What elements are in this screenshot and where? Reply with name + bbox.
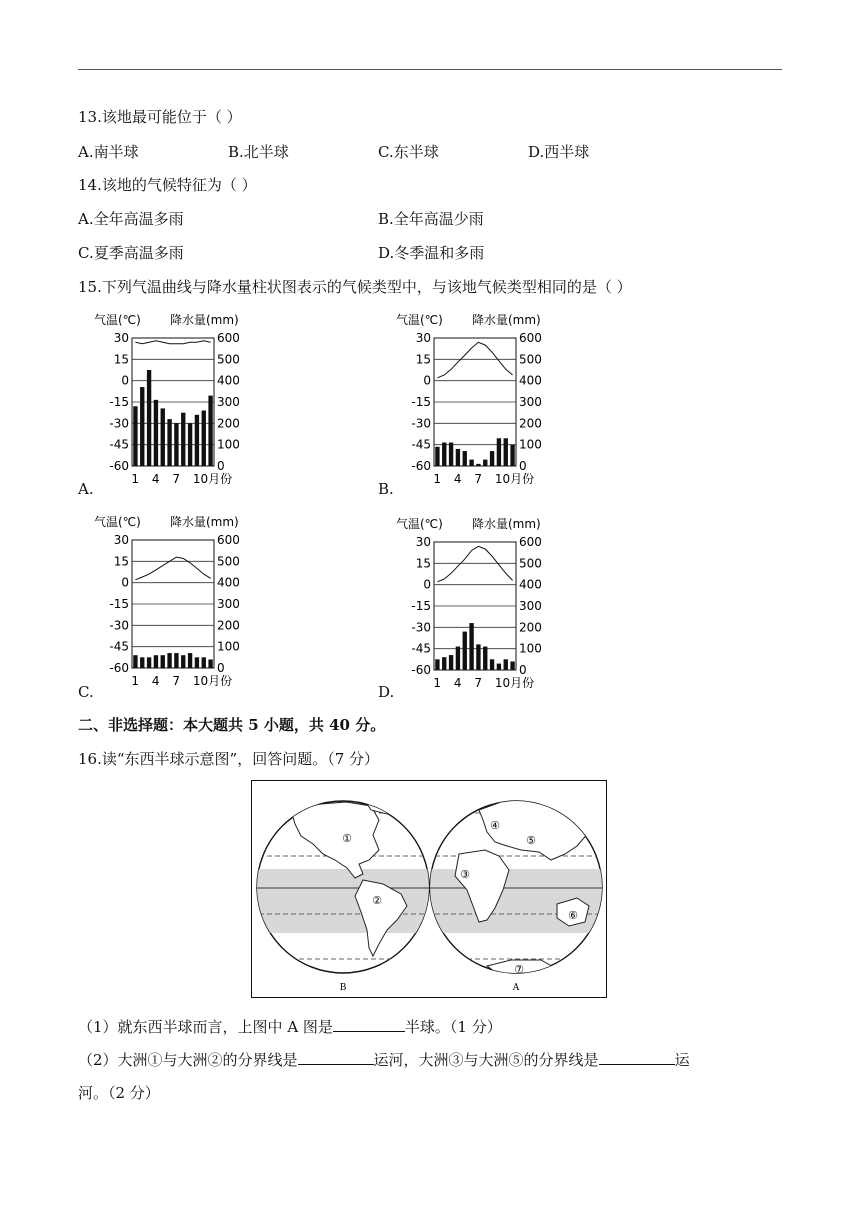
q13-option-b[interactable]: B.北半球 [228, 143, 289, 161]
precipitation-axis-title: 降水量(mm) [472, 313, 541, 327]
precipitation-bar [510, 445, 514, 466]
map-label-6: ⑥ [568, 909, 578, 922]
precipitation-bar [174, 653, 178, 668]
precipitation-bar [188, 423, 192, 466]
precipitation-bar [463, 632, 467, 670]
precipitation-tick-label: 300 [217, 597, 240, 611]
temperature-line [135, 341, 210, 344]
month-tick-label: 1 [433, 676, 442, 690]
precipitation-tick-label: 200 [519, 620, 542, 635]
precipitation-tick-label: 500 [519, 352, 542, 367]
temperature-tick-label: 30 [113, 533, 129, 547]
precipitation-tick-label: 0 [519, 459, 527, 473]
temperature-axis-title: 气温(℃) [94, 515, 141, 529]
precipitation-bar [483, 647, 487, 670]
precipitation-bar [435, 447, 439, 466]
climate-chart-a [94, 310, 254, 494]
precipitation-tick-label: 400 [519, 577, 542, 592]
temperature-tick-label: 0 [121, 575, 129, 590]
precipitation-tick-label: 200 [519, 416, 542, 431]
answer-blank-3[interactable] [599, 1050, 675, 1065]
q15-stem: 15.下列气温曲线与降水量柱状图表示的气候类型中，与该地气候类型相同的是（ ） [78, 278, 632, 296]
precipitation-tick-label: 600 [217, 533, 240, 547]
precipitation-bar [161, 408, 165, 466]
q13-option-a[interactable]: A.南半球 [78, 143, 139, 161]
precipitation-tick-label: 200 [217, 618, 240, 633]
temperature-line [437, 342, 512, 378]
temperature-tick-label: -30 [411, 620, 431, 635]
temperature-tick-label: 15 [415, 556, 431, 571]
precipitation-bar [469, 623, 473, 670]
temperature-tick-label: -30 [109, 618, 129, 633]
q13-option-c[interactable]: C.东半球 [378, 143, 439, 161]
map-label-2: ② [372, 894, 382, 907]
header-rule [78, 69, 782, 70]
temperature-tick-label: -45 [411, 641, 431, 656]
precipitation-bar [181, 655, 185, 668]
precipitation-tick-label: 400 [519, 373, 542, 388]
precipitation-bar [195, 415, 199, 466]
precipitation-bar [167, 653, 171, 668]
month-tick-label: 4 [151, 674, 160, 688]
hemisphere-label-a: A [512, 983, 520, 993]
precipitation-bar [195, 657, 199, 668]
temperature-tick-label: 15 [113, 554, 129, 569]
precipitation-bar [154, 655, 158, 668]
precipitation-bar [442, 443, 446, 466]
month-tick-label: 7 [474, 472, 483, 486]
temperature-tick-label: -60 [109, 459, 129, 473]
precipitation-bar [476, 644, 480, 670]
q15-option-a-label[interactable]: A. [78, 480, 94, 498]
precipitation-bar [449, 655, 453, 670]
temperature-tick-label: -15 [109, 395, 129, 409]
answer-blank-2[interactable] [298, 1050, 374, 1065]
precipitation-bar [490, 451, 494, 466]
precipitation-bar [181, 413, 185, 466]
precipitation-tick-label: 0 [519, 663, 527, 677]
map-label-4: ④ [490, 819, 500, 832]
month-tick-label: 10月份 [494, 676, 535, 690]
precipitation-tick-label: 600 [519, 331, 542, 345]
temperature-tick-label: -60 [411, 459, 431, 473]
temperature-line [437, 546, 512, 582]
precipitation-tick-label: 100 [217, 639, 240, 654]
q14-option-a[interactable]: A.全年高温多雨 [78, 210, 184, 228]
precipitation-bar [140, 657, 144, 668]
q13-option-d[interactable]: D.西半球 [528, 143, 590, 161]
precipitation-bar [456, 449, 460, 466]
precipitation-tick-label: 600 [217, 331, 240, 345]
precipitation-bar [133, 406, 137, 466]
q16-stem: 16.读“东西半球示意图”，回答问题。（7 分） [78, 750, 380, 768]
precipitation-bar [133, 655, 137, 668]
hemisphere-label-b: B [339, 983, 347, 993]
precipitation-bar [140, 387, 144, 466]
precipitation-tick-label: 0 [217, 661, 225, 675]
month-tick-label: 4 [453, 472, 462, 486]
q16-sub1-after: 半球。（1 分） [404, 1018, 502, 1036]
precipitation-bar [161, 655, 165, 668]
precipitation-bar [147, 370, 151, 466]
precipitation-bar [469, 460, 473, 466]
temperature-axis-title: 气温(℃) [396, 517, 443, 531]
precipitation-bar [510, 661, 514, 670]
precipitation-tick-label: 100 [519, 437, 542, 452]
precipitation-bar [167, 419, 171, 466]
precipitation-bar [456, 647, 460, 670]
precipitation-tick-label: 100 [217, 437, 240, 452]
temperature-tick-label: -30 [109, 416, 129, 431]
temperature-tick-label: -45 [411, 437, 431, 452]
q16-sub1 [78, 1016, 502, 1037]
temperature-tick-label: -30 [411, 416, 431, 431]
temperature-tick-label: -45 [109, 437, 129, 452]
temperature-tick-label: 30 [415, 331, 431, 345]
precipitation-axis-title: 降水量(mm) [472, 517, 541, 531]
precipitation-tick-label: 600 [519, 535, 542, 549]
month-tick-label: 10月份 [192, 674, 233, 688]
month-tick-label: 4 [151, 472, 160, 486]
month-tick-label: 1 [433, 472, 442, 486]
temperature-tick-label: 0 [121, 373, 129, 388]
q16-sub2-before: （2）大洲①与大洲②的分界线是 [78, 1051, 298, 1069]
climate-chart-c [94, 512, 254, 696]
precipitation-bar [154, 400, 158, 466]
q14-option-c[interactable]: C.夏季高温多雨 [78, 244, 184, 262]
temperature-tick-label: -60 [411, 663, 431, 677]
q15-option-b-label[interactable]: B. [378, 480, 394, 498]
temperature-tick-label: -15 [109, 597, 129, 611]
precipitation-bar [483, 460, 487, 466]
month-tick-label: 1 [131, 472, 140, 486]
temperature-tick-label: 0 [423, 373, 431, 388]
q13-stem: 13.该地最可能位于（ ） [78, 108, 242, 126]
precipitation-bar [208, 396, 212, 466]
q14-option-d[interactable]: D.冬季温和多雨 [378, 244, 485, 262]
precipitation-tick-label: 500 [217, 554, 240, 569]
q14-stem: 14.该地的气候特征为（ ） [78, 176, 257, 194]
temperature-tick-label: -45 [109, 639, 129, 654]
month-tick-label: 7 [172, 472, 181, 486]
temperature-tick-label: -15 [411, 599, 431, 613]
temperature-tick-label: 15 [113, 352, 129, 367]
precipitation-tick-label: 200 [217, 416, 240, 431]
hemispheres-map [251, 780, 607, 998]
precipitation-tick-label: 300 [217, 395, 240, 409]
precipitation-tick-label: 500 [519, 556, 542, 571]
temperature-tick-label: 0 [423, 577, 431, 592]
temperature-axis-title: 气温(℃) [396, 313, 443, 327]
q15-option-d-label[interactable]: D. [378, 683, 395, 701]
temperature-tick-label: -15 [411, 395, 431, 409]
precipitation-bar [504, 438, 508, 466]
precipitation-bar [476, 464, 480, 466]
q14-option-b[interactable]: B.全年高温少雨 [378, 210, 484, 228]
precipitation-bar [449, 443, 453, 466]
precipitation-bar [435, 659, 439, 670]
precipitation-bar [442, 657, 446, 670]
climate-chart-b [396, 310, 556, 494]
month-tick-label: 7 [172, 674, 181, 688]
temperature-tick-label: 30 [415, 535, 431, 549]
month-tick-label: 10月份 [494, 472, 535, 486]
q15-option-c-label[interactable]: C. [78, 683, 94, 701]
map-label-5: ⑤ [526, 834, 536, 847]
precipitation-tick-label: 300 [519, 395, 542, 409]
temperature-tick-label: 30 [113, 331, 129, 345]
precipitation-axis-title: 降水量(mm) [170, 515, 239, 529]
precipitation-tick-label: 300 [519, 599, 542, 613]
precipitation-axis-title: 降水量(mm) [170, 313, 239, 327]
section2-heading: 二、非选择题：本大题共 5 小题，共 40 分。 [78, 716, 386, 734]
precipitation-bar [497, 438, 501, 466]
q16-sub1-before: （1）就东西半球而言，上图中 A 图是 [78, 1018, 333, 1036]
precipitation-bar [504, 659, 508, 670]
map-label-7: ⑦ [514, 963, 524, 976]
q16-sub2-after: 运 [674, 1051, 690, 1069]
map-label-3: ③ [460, 868, 470, 881]
month-tick-label: 4 [453, 676, 462, 690]
precipitation-tick-label: 0 [217, 459, 225, 473]
precipitation-bar [188, 653, 192, 668]
precipitation-tick-label: 500 [217, 352, 240, 367]
precipitation-bar [490, 659, 494, 670]
answer-blank-1[interactable] [333, 1017, 405, 1032]
temperature-line [135, 557, 210, 580]
climate-chart-d [396, 514, 556, 698]
precipitation-tick-label: 400 [217, 373, 240, 388]
month-tick-label: 10月份 [192, 472, 233, 486]
precipitation-bar [147, 657, 151, 668]
precipitation-bar [202, 657, 206, 668]
precipitation-bar [463, 451, 467, 466]
month-tick-label: 7 [474, 676, 483, 690]
precipitation-bar [208, 659, 212, 668]
map-label-1: ① [342, 832, 352, 845]
temperature-tick-label: 15 [415, 352, 431, 367]
precipitation-bar [202, 411, 206, 466]
precipitation-tick-label: 400 [217, 575, 240, 590]
temperature-tick-label: -60 [109, 661, 129, 675]
q16-sub2-continued: 河。（2 分） [78, 1084, 160, 1102]
precipitation-bar [497, 664, 501, 670]
temperature-axis-title: 气温(℃) [94, 313, 141, 327]
month-tick-label: 1 [131, 674, 140, 688]
precipitation-tick-label: 100 [519, 641, 542, 656]
q16-sub2 [78, 1049, 690, 1070]
q16-sub2-mid: 运河，大洲③与大洲⑤的分界线是 [373, 1051, 599, 1069]
precipitation-bar [174, 423, 178, 466]
